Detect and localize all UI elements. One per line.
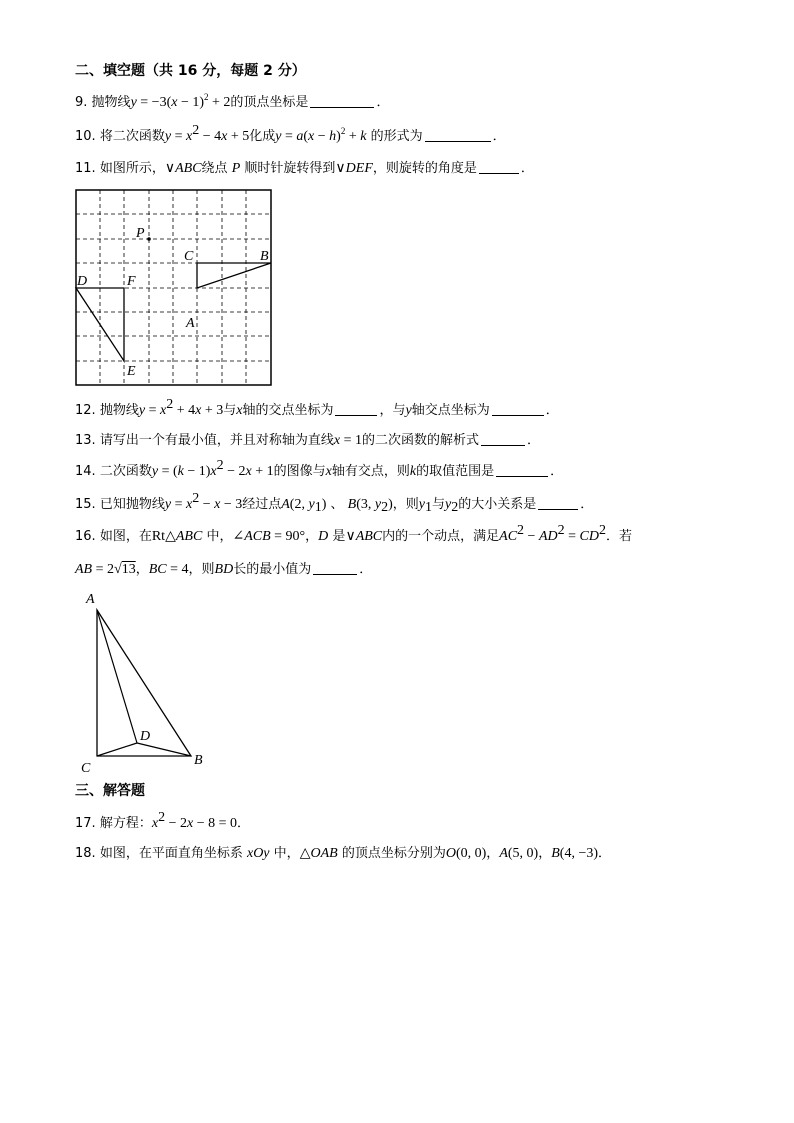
answer-blank[interactable] <box>538 497 578 510</box>
triangle-abc-figure <box>75 586 215 776</box>
question-12: 12. 抛物线$y = x^2 + 4x + 3$与x轴的交点坐标为 ，与y轴交点坐标为 ． <box>75 397 559 418</box>
label-c: C <box>184 249 194 264</box>
label-f: F <box>127 274 136 289</box>
label-c: C <box>81 761 91 776</box>
label-a: A <box>186 316 195 331</box>
point-p <box>147 237 151 241</box>
label-e: E <box>127 364 136 379</box>
section-2-title: 二、填空题（共 16 分，每题 2 分） <box>75 63 306 79</box>
answer-blank[interactable] <box>335 403 377 416</box>
label-b: B <box>194 753 203 768</box>
answer-blank[interactable] <box>479 161 519 174</box>
answer-blank[interactable] <box>496 464 548 477</box>
rotation-grid-figure <box>70 184 280 392</box>
answer-blank[interactable] <box>481 433 525 446</box>
answer-blank[interactable] <box>313 562 357 575</box>
answer-blank[interactable] <box>425 129 491 142</box>
answer-blank[interactable] <box>310 95 374 108</box>
question-15: 15. 已知抛物线$y = x^2 - x - 3$经过点A(2, $y_1$) 、 B(3, $y_2$)，则$y_1$与$y_2$的大小关系是 ． <box>75 491 594 515</box>
question-13: 13. 请写出一个有最小值，并且对称轴为直线x = 1的二次函数的解析式 ． <box>75 433 540 448</box>
question-11: 11. 如图所示，∨ABC绕点 P 顺时针旋转得到∨DEF，则旋转的角度是 ． <box>75 161 534 176</box>
answer-blank[interactable] <box>492 403 544 416</box>
question-16-continued: AB = 2√13，BC = 4，则BD长的最小值为 ． <box>75 562 373 577</box>
question-10: 10. 将二次函数$y = x^2 - 4x + 5$化成$y = a(x - h)^2 + k$ 的形式为 ． <box>75 123 506 144</box>
question-18: 18. 如图，在平面直角坐标系 xOy 中，△OAB 的顶点坐标分别为O(0, 0)，A(5, 0)，B(4, −3)． <box>75 846 612 861</box>
question-17: 17. 解方程：$x^2 - 2x - 8 = 0$． <box>75 810 250 831</box>
question-14: 14. 二次函数$y = (k - 1)x^2 - 2x + 1$的图像与x轴有交点，则k的取值范围是 ． <box>75 458 564 479</box>
label-d: D <box>140 729 151 744</box>
label-b: B <box>260 249 269 264</box>
section-3-title: 三、解答题 <box>75 783 145 799</box>
question-9: 9. 抛物线$y = -3(x - 1)^2 + 2$的顶点坐标是 ． <box>75 92 390 110</box>
label-p: P <box>136 226 145 241</box>
label-d: D <box>77 274 88 289</box>
triangle-abc <box>197 263 271 288</box>
question-16: 16. 如图，在Rt△ABC 中，∠ACB = 90°，D 是∨ABC内的一个动点，满足$AC^2 - AD^2 = CD^2$．若 <box>75 523 632 544</box>
label-a: A <box>86 592 95 607</box>
